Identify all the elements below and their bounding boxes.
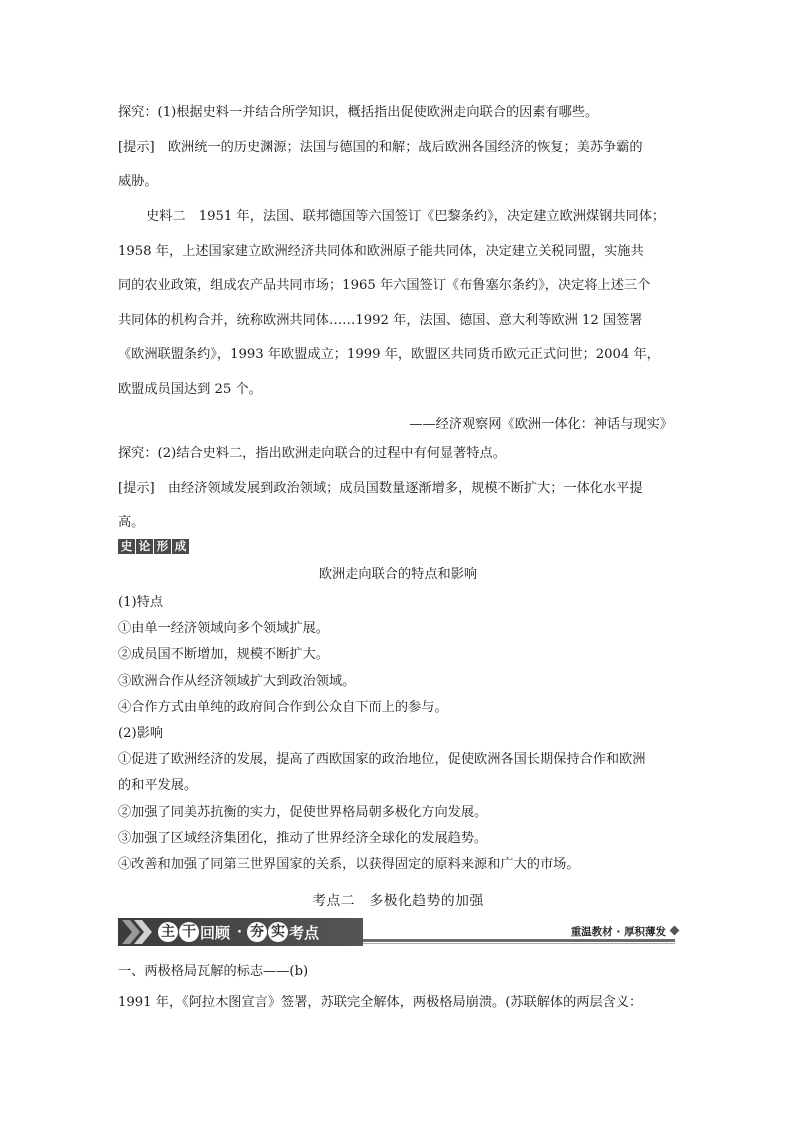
banner-circle-char: 夯 — [247, 922, 267, 942]
summary-title: 欧洲走向联合的特点和影响 — [318, 567, 478, 582]
source-line: 1958 年，上述国家建立欧洲经济共同体和欧洲原子能共同体，决定建立关税同盟，实施共 — [118, 243, 644, 259]
summary-list — [118, 590, 678, 878]
impact-item: ④改善和加强了同第三世界国家的关系，以获得固定的原料来源和广大的市场。 — [118, 857, 580, 873]
banner-text-1: 回顾 — [200, 923, 231, 942]
source-line: 《欧洲联盟条约》，1993 年欧盟成立；1999 年，欧盟区共同货币欧元正式问世；2004 年， — [118, 347, 660, 362]
hint-answer-2: [提示] 由经济领域发展到政治领域；成员国数量逐渐增多，规模不断扩大；一体化水平提 — [118, 480, 643, 496]
explore-question-2: 探究：(2)结合史料二，指出欧洲走向联合的过程中有何显著特点。 — [118, 446, 506, 461]
diamond-icon — [670, 926, 680, 936]
impact-item-cont: 的和平发展。 — [118, 778, 198, 794]
section-banner — [118, 918, 680, 946]
feature-item: ①由单一经济领域向多个领域扩展。 — [118, 621, 329, 637]
impact-heading: (2)影响 — [118, 726, 164, 742]
banner-circle-char: 干 — [179, 922, 199, 942]
banner-circle-char: 主 — [158, 922, 178, 942]
source-line: 同的农业政策，组成农产品共同市场；1965 年六国签订《布鲁塞尔条约》，决定将上述三个 — [118, 278, 651, 293]
source-line: 共同体的机构合并，统称欧洲共同体……1992 年，法国、德国、意大利等欧洲 12 国签署 — [118, 312, 643, 328]
features-heading: (1)特点 — [118, 595, 164, 610]
banner-circle-char: 实 — [268, 922, 288, 942]
banner-slogan: 重温教材 · 厚积薄发 — [570, 926, 666, 938]
banner-text-2: 考点 — [288, 923, 319, 942]
hint-answer-2-cont: 高。 — [118, 515, 145, 530]
banner-rule — [363, 939, 675, 942]
banner-bar — [118, 918, 363, 946]
impact-item: ①促进了欧洲经济的发展，提高了西欧国家的政治地位，促使欧洲各国长期保持合作和欧洲 — [118, 752, 646, 768]
tag-char: 论 — [136, 539, 153, 554]
tag-char: 史 — [118, 539, 135, 554]
section-3 — [118, 956, 678, 1018]
source-line: 欧盟成员国达到 25 个。 — [118, 381, 262, 397]
section-tag-shilun — [118, 539, 189, 554]
hint-answer-1: [提示] 欧洲统一的历史渊源；法国与德国的和解；战后欧洲各国经济的恢复；美苏争霸的 — [118, 139, 643, 155]
explore-question-1: 探究：(1)根据史料一并结合所学知识，概括指出促使欧洲走向联合的因素有哪些。 — [118, 105, 599, 120]
historical-source-2 — [118, 200, 678, 407]
tag-char: 形 — [154, 539, 171, 554]
source-citation: ——经济观察网《欧洲一体化：神话与现实》 — [409, 417, 673, 432]
feature-item: ②成员国不断增加，规模不断扩大。 — [118, 647, 329, 663]
hint-answer-1-cont: 威胁。 — [118, 174, 158, 189]
banner-rule-thin — [363, 943, 675, 944]
feature-item: ③欧洲合作从经济领域扩大到政治领域。 — [118, 673, 356, 689]
banner-dot: · — [237, 924, 242, 940]
exam-point-title: 考点二 多极化趋势的加强 — [312, 893, 484, 909]
banner-heading — [158, 921, 321, 943]
feature-item: ④合作方式由单纯的政府间合作到公众自下而上的参与。 — [118, 699, 448, 715]
explore-section-1 — [118, 96, 678, 200]
explore-section-2 — [118, 437, 678, 541]
impact-item: ③加强了区域经济集团化，推动了世界经济全球化的发展趋势。 — [118, 830, 488, 846]
impact-item: ②加强了同美苏抗衡的实力，促使世界格局朝多极化方向发展。 — [118, 804, 488, 820]
section-3-text: 1991 年，《阿拉木图宣言》签署，苏联完全解体，两极格局崩溃。(苏联解体的两层含义： — [118, 995, 643, 1010]
tag-char: 成 — [172, 539, 189, 554]
source-line: 史料二 1951 年，法国、联邦德国等六国签订《巴黎条约》，决定建立欧洲煤钢共同体； — [146, 209, 666, 224]
section-3-heading: 一、两极格局瓦解的标志——(b) — [118, 964, 309, 979]
chevron-icon — [120, 920, 156, 944]
